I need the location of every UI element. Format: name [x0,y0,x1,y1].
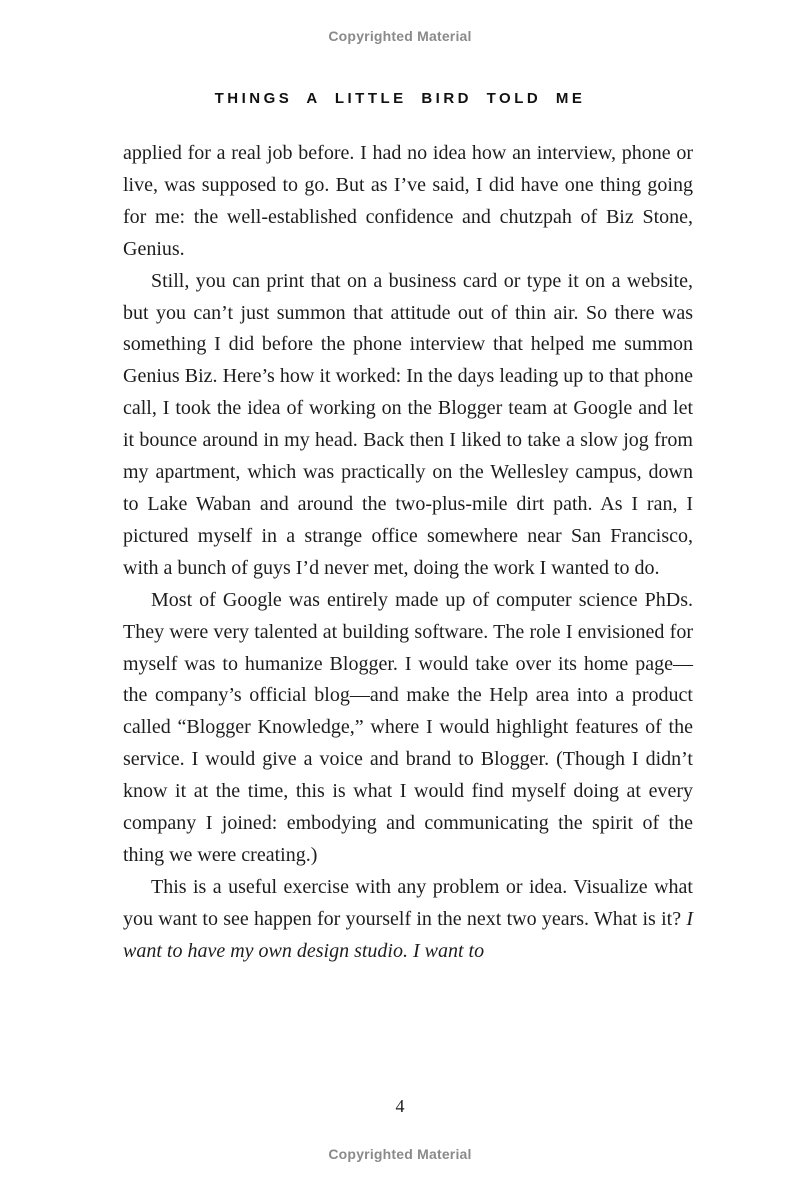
copyright-bottom-notice: Copyrighted Material [328,1146,472,1162]
body-text-block [123,138,693,968]
body-paragraph-4 [123,872,693,968]
body-paragraph-3: Most of Google was entirely made up of computer science PhDs. They were very talented at building software. The role I envisioned for myself was to humanize Blogger. I would take over its home page—the company’s official blog—and make the Help area into a product called “Blogger Knowledge,” where I would highlight features of the service. I would give a voice and brand to Blogger. (Though I didn’t know it at the time, this is what I would find myself doing at every company I joined: embodying and communicating the spirit of the thing we were creating.) [123,588,693,866]
copyright-top-notice: Copyrighted Material [328,28,472,44]
page-number: 4 [395,1096,405,1116]
body-paragraph-2: Still, you can print that on a business card or type it on a website, but you can’t just summon that attitude out of thin air. So there was something I did before the phone interview that helped me summon Genius Biz. Here’s how it worked: In the days leading up to that phone call, I took the idea of working on the Blogger team at Google and let it bounce around in my head. Back then I liked to take a slow jog from my apartment, which was practically on the Wellesley campus, down to Lake Waban and around the two-plus-mile dirt path. As I ran, I pictured myself in a strange office somewhere near San Francisco, with a bunch of guys I’d never met, doing the work I wanted to do. [123,269,693,579]
running-head-book-title: THINGS A LITTLE BIRD TOLD ME [214,90,586,107]
closing-normal-text: This is a useful exercise with any problem or idea. Visualize what you want to see happen for yourself in the next two years. What is it? [123,875,693,930]
body-paragraph-1: applied for a real job before. I had no idea how an interview, phone or live, was supposed to go. But as I’ve said, I did have one thing going for me: the well-established confidence and chutzpah of Biz Stone, Genius. [123,142,693,260]
closing-italic-text: I want to have my own design studio. I want to [123,907,693,962]
